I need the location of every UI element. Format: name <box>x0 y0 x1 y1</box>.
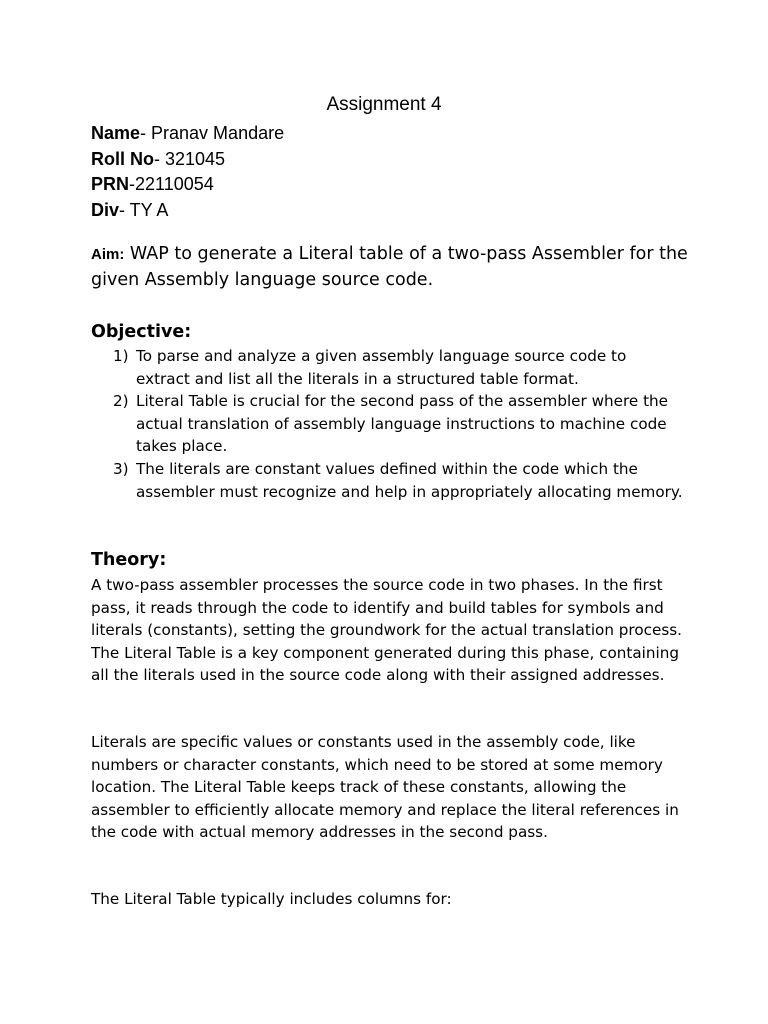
aim-text: WAP to generate a Literal table of a two-pass Assembler for the given Assembly language source code. <box>91 244 688 290</box>
list-item-text: Literal Table is crucial for the second pass of the assembler where the actual translation of assembly language instructions to machine code takes place. <box>136 392 668 456</box>
name-line <box>91 121 284 147</box>
aim-statement <box>91 242 691 293</box>
aim-label: Aim: <box>91 246 125 263</box>
div-label: Div <box>91 199 120 220</box>
prn-label: PRN <box>91 174 130 194</box>
theory-paragraph: Literals are specific values or constants used in the assembly code, like numbers or character constants, which need to be stored at some memory location. The Literal Table keeps track of these constants, allowing the assembler to efficiently allocate memory and replace the literal references in the code with actual memory addresses in the second pass. <box>91 733 679 842</box>
document-title: Assignment 4 <box>326 94 442 115</box>
objective-heading: Objective: <box>91 322 192 342</box>
name-label: Name <box>91 123 141 143</box>
list-item-text: To parse and analyze a given assembly language source code to extract and list all the literals in a structured table format. <box>136 347 627 388</box>
objective-list <box>113 345 683 503</box>
student-info <box>91 121 284 223</box>
roll-no-line <box>91 147 284 173</box>
prn-line <box>91 172 284 198</box>
div-line <box>91 198 284 224</box>
roll-no-label: Roll No <box>91 148 154 169</box>
theory-paragraph: A two-pass assembler processes the source code in two phases. In the first pass, it reads through the code to identify and build tables for symbols and literals (constants), setting the groundwork for the actual translation process. The Literal Table is a key component generated during this phase, containing all the literals used in the source code along with their assigned addresses. <box>91 576 682 685</box>
theory-heading: Theory: <box>91 550 167 570</box>
div-value: - TY A <box>119 199 169 220</box>
list-item <box>113 390 683 458</box>
name-value: - Pranav Mandare <box>140 123 285 143</box>
list-item-number: 2) <box>113 392 129 411</box>
list-item-number: 3) <box>113 459 129 478</box>
roll-no-value: - 321045 <box>154 148 226 169</box>
list-item <box>113 458 683 503</box>
list-item-text: The literals are constant values defined within the code which the assembler must recognize and help in appropriately allocating memory. <box>136 459 683 501</box>
list-item <box>113 345 683 390</box>
list-item-number: 1) <box>113 347 129 365</box>
theory-paragraph: The Literal Table typically includes columns for: <box>91 890 452 908</box>
prn-value: -22110054 <box>129 174 214 194</box>
